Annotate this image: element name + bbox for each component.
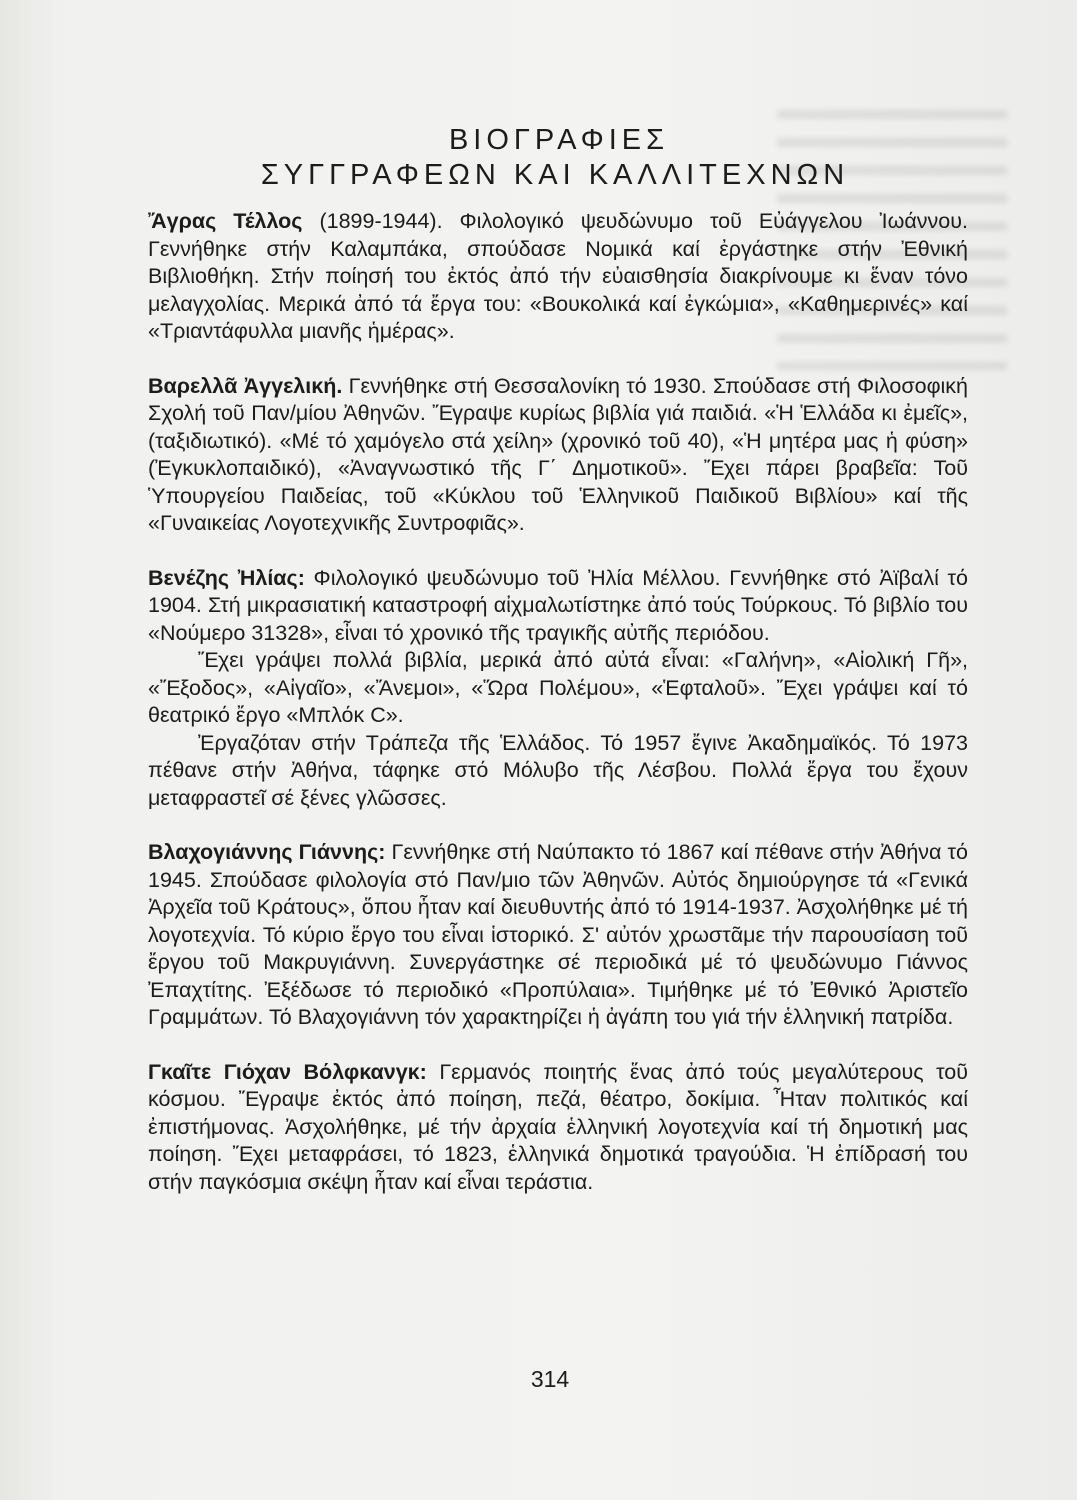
biography-text: Φιλολογικό ψευδώνυμο τοῦ Ἠλία Μέλλου. Γεννήθηκε στό Ἀϊβαλί τό 1904. Στή μικρασιατική καταστροφή αἰχμαλωτίστηκε ἀπό τούς Τούρκους. Τό βιβλίο του «Νούμερο 31328», εἶναι τό χρονικό τῆς τραγικῆς αὐτῆς περιόδου. (148, 565, 968, 645)
biography-entry-vlachogiannis (148, 839, 968, 1032)
biographies-list (148, 208, 968, 1223)
biography-paragraph (148, 565, 968, 648)
biography-entry-agras (148, 208, 968, 346)
biography-paragraph: Ἐργαζόταν στήν Τράπεζα τῆς Ἑλλάδος. Τό 1957 ἔγινε Ἀκαδημαϊκός. Τό 1973 πέθανε στήν Ἀθήνα, τάφηκε στό Μόλυβο τῆς Λέσβου. Πολλά ἔργα του ἔχουν μεταφραστεῖ σέ ξένες γλῶσσες. (148, 730, 968, 810)
biography-paragraph: Ἔχει γράψει πολλά βιβλία, μερικά ἀπό αὐτά εἶναι: «Γαλήνη», «Αἰολική Γῆ», «Ἔξοδος», «Αἰγαῖο», «Ἄνεμοι», «Ὥρα Πολέμου», «Ἑφταλοῦ». Ἔχει γράψει καί τό θεατρικό ἔργο «Μπλόκ C». (148, 648, 968, 727)
author-name: Ἄγρας Τέλλος (148, 209, 303, 233)
page-number: 314 (530, 1366, 570, 1392)
author-name: Βαρελλᾶ Ἀγγελική. (148, 373, 343, 398)
heading-line-1: ΒΙΟΓΡΑΦΙΕΣ (448, 124, 670, 156)
author-name: Γκαῖτε Γιόχαν Βόλφκανγκ: (148, 1059, 427, 1084)
page-heading (130, 123, 970, 193)
biography-text: Γερμανός ποιητής ἕνας ἀπό τούς μεγαλύτερους τοῦ κόσμου. Ἔγραψε ἐκτός ἀπό ποίηση, πεζά, θέατρο, δοκίμια. Ἦταν πολιτικός καί ἐπιστήμονας. Ἀσχολήθηκε, μέ τήν ἀρχαία ἑλληνική λογοτεχνία καί τή δημοτική μας ποίηση. Ἔχει μεταφράσει, τό 1823, ἑλληνικά δημοτικά τραγούδια. Ἡ ἐπίδρασή του στήν παγκόσμια σκέψη ἦταν καί εἶναι τεράστια. (148, 1059, 968, 1194)
biography-paragraph (148, 373, 968, 538)
heading-line-2: ΣΥΓΓΡΑΦΕΩΝ ΚΑΙ ΚΑΛΛΙΤΕΧΝΩΝ (260, 159, 850, 191)
biography-text: Γεννήθηκε στή Ναύπακτο τό 1867 καί πέθανε στήν Ἀθήνα τό 1945. Σπούδασε φιλολογία στό Παν/μιο τῶν Ἀθηνῶν. Αὐτός δημιούργησε τά «Γενικά Ἀρχεῖα τοῦ Κράτους», ὅπου ἦταν καί διευθυντής ἀπό τό 1914-1937. Ἀσχολήθηκε μέ τή λογοτεχνία. Τό κύριο ἔργο του εἶναι ἱστορικό. Σ' αὐτόν χρωστᾶμε τήν παρουσίαση τοῦ ἔργου τοῦ Μακρυγιάννη. Συνεργάστηκε σέ περιοδικά μέ τό ψευδώνυμο Γιάννος Ἐπαχτίτης. Ἐξέδωσε τό περιοδικό «Προπύλαια». Τιμήθηκε μέ τό Ἐθνικό Ἀριστεῖο Γραμμάτων. Τό Βλαχογιάννη τόν χαρακτηρίζει ἡ ἀγάπη του γιά τήν ἑλληνική πατρίδα. (148, 840, 968, 1029)
biography-entry-goethe (148, 1059, 968, 1197)
biography-text: (1899-1944). Φιλολογικό ψευδώνυμο τοῦ Εὐάγγελου Ἰωάννου. Γεννήθηκε στήν Καλαμπάκα, σπούδασε Νομικά καί ἐργάστηκε στήν Ἐθνική Βιβλιοθήκη. Στήν ποίησή του ἐκτός ἀπό τήν εὐαισθησία διακρίνουμε κι ἕναν τόνο μελαγχολίας. Μερικά ἀπό τά ἔργα του: «Βουκολικά καί ἐγκώμια», «Καθημερινές» καί «Τριαντάφυλλα μιανῆς ἡμέρας». (148, 209, 968, 343)
biography-entry-venezis (148, 565, 968, 813)
author-name: Βενέζης Ἠλίας: (148, 565, 305, 590)
biography-paragraph (148, 839, 968, 1032)
biography-entry-varella (148, 373, 968, 538)
biography-paragraph (148, 1059, 968, 1197)
biography-text: Γεννήθηκε στή Θεσσαλονίκη τό 1930. Σπούδασε στή Φιλοσοφική Σχολή τοῦ Παν/μίου Ἀθηνῶν. Ἔγραψε κυρίως βιβλία γιά παιδιά. «Ἡ Ἑλλάδα κι ἐμεῖς», (ταξιδιωτικό). «Μέ τό χαμόγελο στά χείλη» (χρονικό τοῦ 40), «Ἡ μητέρα μας ἡ φύση» (Ἐγκυκλοπαιδικό), «Ἀναγνωστικό τῆς Γ΄ Δημοτικοῦ». Ἔχει πάρει βραβεῖα: Τοῦ Ὑπουργείου Παιδείας, τοῦ «Κύκλου τοῦ Ἑλληνικοῦ Παιδικοῦ Βιβλίου» καί τῆς «Γυναικείας Λογοτεχνικῆς Συντροφιᾶς». (148, 373, 969, 535)
author-name: Βλαχογιάννης Γιάννης: (148, 840, 386, 864)
biography-paragraph (148, 208, 968, 346)
